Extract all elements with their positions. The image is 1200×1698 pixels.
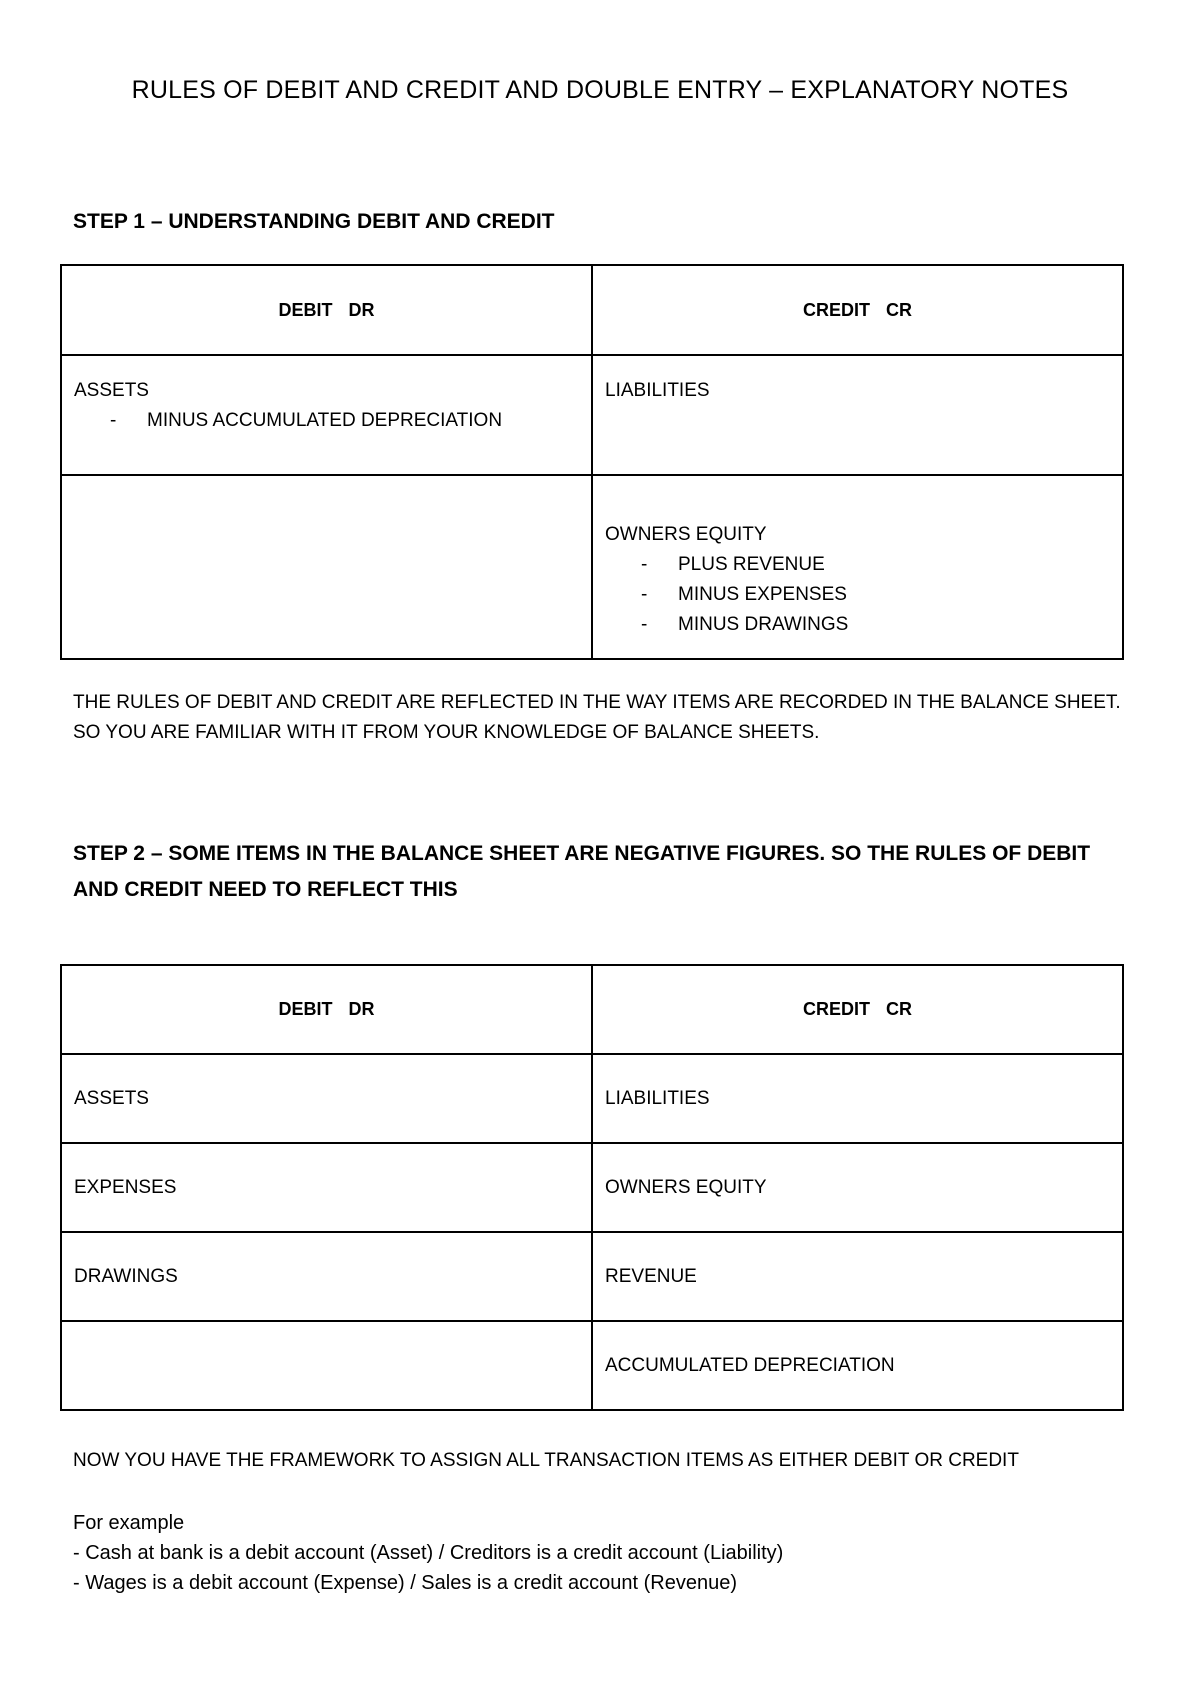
cr-label: CR [886,299,912,320]
dr-label: DR [348,999,375,1019]
debit-label: DEBIT [278,999,333,1019]
credit-cell: LIABILITIES [592,1054,1123,1143]
debit-column-header [61,265,592,355]
step-1-rules-table [60,264,1124,660]
list-item: - PLUS REVENUE [641,550,1110,580]
owners-equity-label: OWNERS EQUITY [605,524,767,545]
table-row [61,1321,1123,1410]
step-2-note: NOW YOU HAVE THE FRAMEWORK TO ASSIGN ALL TRANSACTION ITEMS AS EITHER DEBIT OR CREDIT [73,1450,1019,1471]
table-row [61,475,1123,659]
equity-sub-list [605,550,1110,640]
credit-column-header [592,265,1123,355]
table-row [61,355,1123,475]
debit-cell [61,1321,592,1410]
example-line: - Wages is a debit account (Expense) / Sales is a credit account (Revenue) [73,1572,738,1594]
dr-label: DR [348,299,375,320]
table-row [61,1054,1123,1143]
credit-cell: OWNERS EQUITY [592,1143,1123,1232]
debit-column-header [61,965,592,1054]
debit-empty-cell [61,475,592,659]
credit-liabilities-cell [592,355,1123,475]
step-1-note: THE RULES OF DEBIT AND CREDIT ARE REFLECTED IN THE WAY ITEMS ARE RECORDED IN THE BALANCE SHEET. SO YOU ARE FAMILIAR WITH IT FROM YOUR KNOWLEDGE OF BALANCE SHEETS. [73,692,1121,743]
credit-label: CREDIT [803,299,870,320]
assets-label: ASSETS [74,380,149,401]
list-item: - MINUS ACCUMULATED DEPRECIATION [110,406,579,436]
credit-cell: REVENUE [592,1232,1123,1321]
step-1-heading: STEP 1 – UNDERSTANDING DEBIT AND CREDIT [73,210,555,233]
liabilities-label: LIABILITIES [605,380,710,401]
debit-label: DEBIT [278,299,333,320]
credit-column-header [592,965,1123,1054]
table-row [61,1143,1123,1232]
examples-block [73,1508,1133,1598]
example-line: - Cash at bank is a debit account (Asset) / Creditors is a credit account (Liability) [73,1542,784,1564]
examples-intro: For example [73,1512,185,1534]
table-header-row [61,265,1123,355]
credit-label: CREDIT [803,999,870,1019]
cr-label: CR [886,999,912,1019]
credit-equity-cell [592,475,1123,659]
assets-sub-list [74,406,579,436]
debit-cell: EXPENSES [61,1143,592,1232]
list-item: - MINUS DRAWINGS [641,610,1110,640]
list-item: - MINUS EXPENSES [641,580,1110,610]
document-title: RULES OF DEBIT AND CREDIT AND DOUBLE ENTRY – EXPLANATORY NOTES [131,76,1069,104]
credit-cell: ACCUMULATED DEPRECIATION [592,1321,1123,1410]
step-2-heading: STEP 2 – SOME ITEMS IN THE BALANCE SHEET ARE NEGATIVE FIGURES. SO THE RULES OF DEBIT AND CREDIT NEED TO REFLECT THIS [73,842,1091,901]
table-header-row [61,965,1123,1054]
debit-assets-cell [61,355,592,475]
debit-cell: ASSETS [61,1054,592,1143]
step-2-rules-table [60,964,1124,1411]
table-row [61,1232,1123,1321]
debit-cell: DRAWINGS [61,1232,592,1321]
